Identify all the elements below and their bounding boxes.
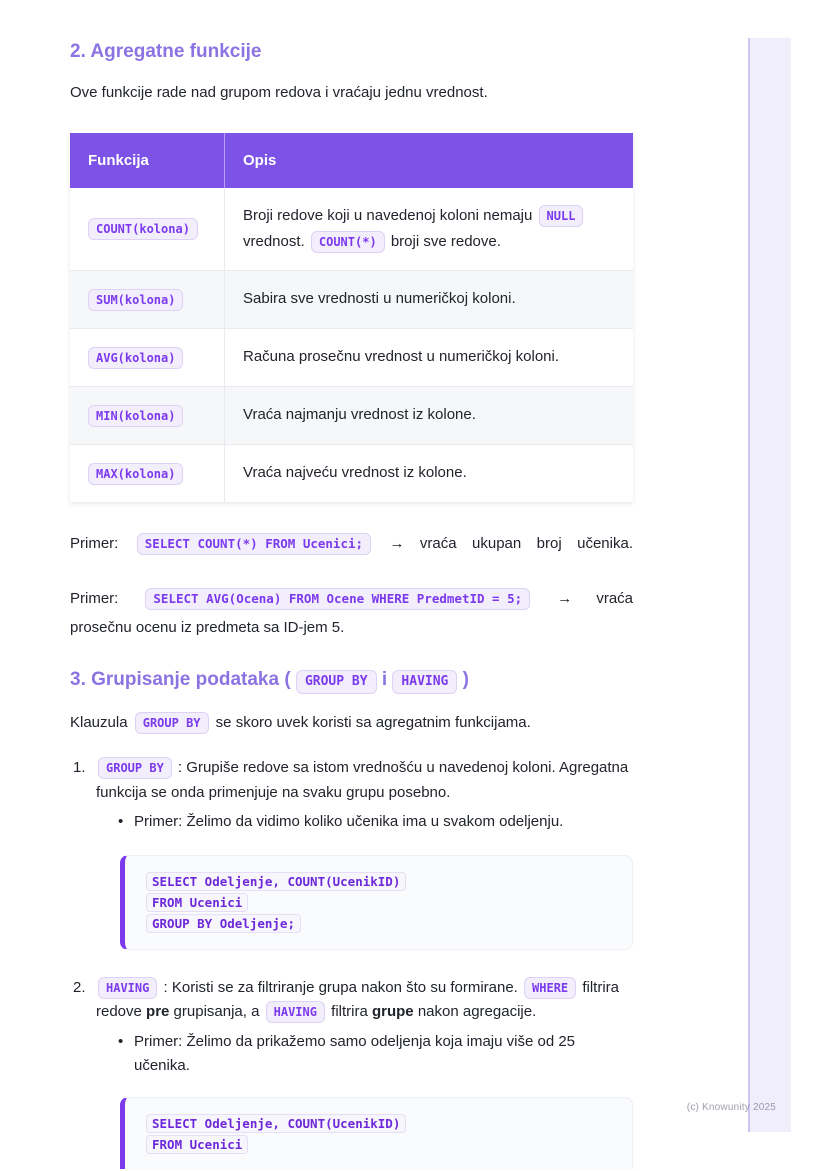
list-number: 2.: [73, 978, 86, 996]
bullet-item: [118, 810, 633, 835]
code-line: SELECT Odeljenje, COUNT(UcenikID): [146, 872, 616, 893]
bullet-item: [118, 1030, 633, 1079]
code-block-group-by: [120, 855, 633, 950]
table-header-row: [70, 133, 633, 188]
table-row: [70, 386, 633, 444]
page-content: [70, 0, 633, 1169]
aggregate-functions-table: [70, 133, 633, 502]
list-item-text: GROUP BY : Grupiše redove sa istom vrednošću u navedenoj koloni. Agregatna funkcija se onda primenjuje na svaku grupu posebno.: [96, 759, 629, 801]
example-line-1: Primer: SELECT COUNT(*) FROM Ucenici; → vraća ukupan broj učenika.: [70, 529, 633, 558]
code-block-clip: [96, 1097, 633, 1169]
function-description: Računa prosečnu vrednost u numeričkoj koloni.: [243, 348, 560, 365]
bullet-text: Primer: Želimo da prikažemo samo odeljenja koja imaju više od 25 učenika.: [134, 1032, 576, 1074]
bullet-text: Primer: Želimo da vidimo koliko učenika ima u svakom odeljenju.: [134, 813, 564, 830]
code-line: GROUP BY Odeljenje;: [146, 914, 616, 935]
inline-code-chip: SELECT COUNT(*) FROM Ucenici;: [137, 533, 371, 555]
table-body: [70, 188, 633, 502]
numbered-list: [70, 756, 633, 1169]
table-header-opis: Opis: [243, 152, 277, 169]
table-row: [70, 270, 633, 328]
inline-code-chip: GROUP BY: [98, 757, 172, 779]
inline-code-chip: COUNT(*): [311, 231, 385, 253]
bullet-icon: •: [118, 1032, 124, 1050]
function-code-chip: AVG(kolona): [88, 347, 183, 369]
copyright-footer: (c) Knowunity 2025: [686, 1102, 776, 1113]
function-description: Vraća najmanju vrednost iz kolone.: [243, 406, 476, 423]
inline-code-chip: HAVING: [392, 670, 457, 694]
bold-text: pre: [146, 1003, 170, 1020]
bullet-icon: •: [118, 813, 124, 830]
example-line-2: Primer: SELECT AVG(Ocena) FROM Ocene WHERE PredmetID = 5; → vraća prosečnu ocenu iz predmeta sa ID-jem 5.: [70, 590, 633, 636]
function-code-chip: SUM(kolona): [88, 289, 183, 311]
code-line: SELECT Odeljenje, COUNT(UcenikID): [146, 1114, 616, 1135]
inline-code-chip: NULL: [539, 205, 584, 227]
function-description: Sabira sve vrednosti u numeričkoj koloni.: [243, 290, 516, 307]
inline-code-chip: HAVING: [266, 1001, 325, 1023]
inline-code-chip: HAVING: [98, 977, 157, 999]
table-row: [70, 328, 633, 386]
inline-code-chip: SELECT AVG(Ocena) FROM Ocene WHERE PredmetID = 5;: [145, 588, 530, 610]
inline-code-chip: GROUP BY: [135, 712, 209, 734]
table-header-funkcija: Funkcija: [70, 133, 225, 188]
function-description: Vraća najveću vrednost iz kolone.: [243, 464, 467, 481]
list-item-text: HAVING : Koristi se za filtriranje grupa nakon što su formirane. WHERE filtrira redove pre grupisanja, a HAVING filtrira grupe nakon agregacije.: [96, 976, 633, 1025]
klauzula-paragraph: Klauzula GROUP BY se skoro uvek koristi sa agregatnim funkcijama.: [70, 711, 633, 735]
highlight-stripe: [748, 38, 791, 1132]
code-block-having: [120, 1097, 633, 1169]
list-item-having: [70, 976, 633, 1169]
table-row: [70, 188, 633, 270]
function-code-chip: MIN(kolona): [88, 405, 183, 427]
list-number: 1.: [73, 759, 86, 776]
section-3-heading: 3. Grupisanje podataka ( GROUP BY i HAVING ): [70, 642, 633, 694]
list-item-group-by: [70, 756, 633, 950]
function-code-chip: MAX(kolona): [88, 463, 183, 485]
section-2-intro: Ove funkcije rade nad grupom redova i vraćaju jednu vrednost.: [70, 84, 488, 101]
code-line: FROM Ucenici: [146, 893, 616, 914]
inline-code-chip: WHERE: [524, 977, 576, 999]
function-code-chip: COUNT(kolona): [88, 218, 198, 240]
table-row: [70, 444, 633, 502]
code-line: FROM Ucenici: [146, 1135, 616, 1156]
function-description: Broji redove koji u navedenoj koloni nemaju NULL vrednost. COUNT(*) broji sve redove.: [225, 188, 633, 270]
bold-text: grupe: [371, 1003, 414, 1020]
inline-code-chip: GROUP BY: [296, 670, 377, 694]
section-2-heading: 2. Agregatne funkcije: [70, 41, 262, 62]
